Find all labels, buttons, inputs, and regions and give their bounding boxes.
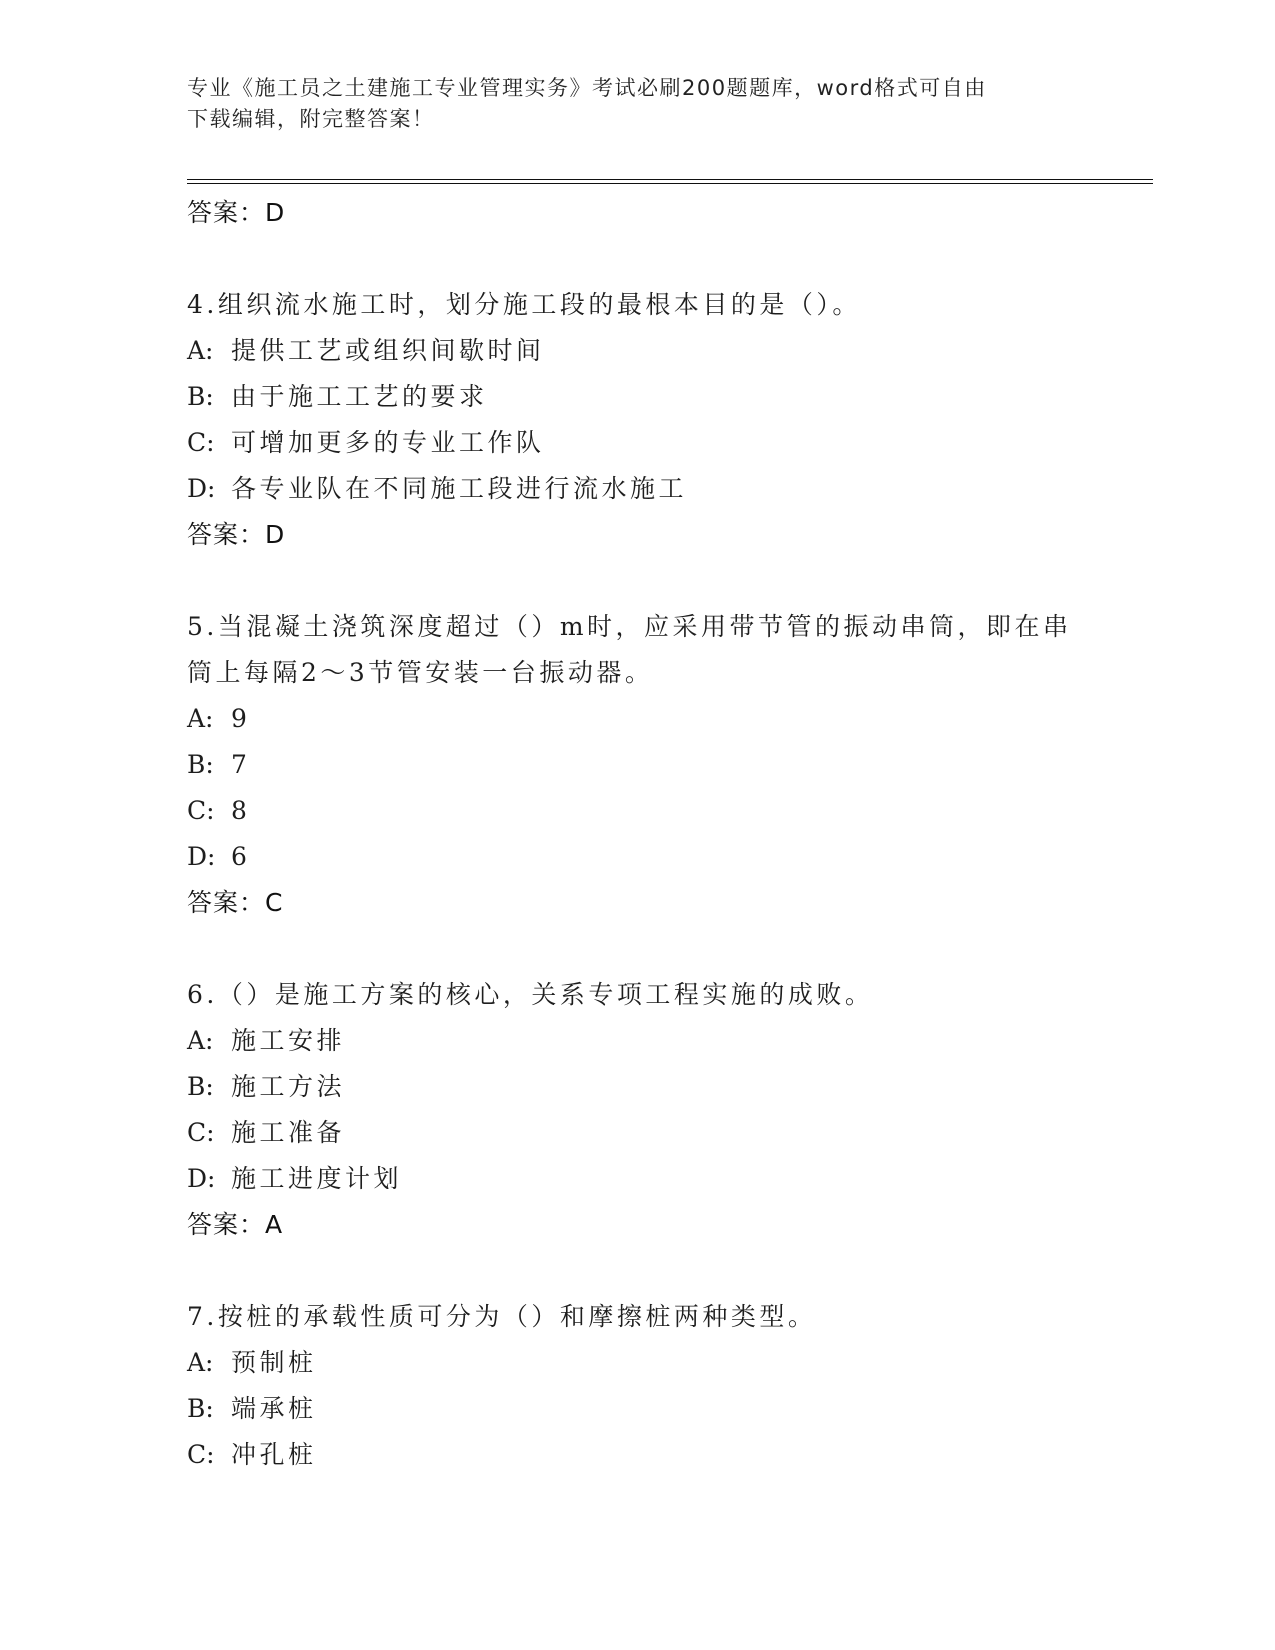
- option-text: 预制桩: [231, 1348, 317, 1377]
- option-b: [187, 742, 1087, 788]
- option-b: [187, 1064, 1087, 1110]
- option-c: [187, 1110, 1087, 1156]
- question-stem: 6.（）是施工方案的核心，关系专项工程实施的成败。: [187, 980, 874, 1009]
- header-rule-bottom: [187, 183, 1153, 184]
- header-line-1: 专业《施工员之土建施工专业管理实务》考试必刷200题题库，word格式可自由: [187, 76, 987, 100]
- option-key: B:: [187, 1072, 214, 1101]
- question-stem: 7.按桩的承载性质可分为（）和摩擦桩两种类型。: [187, 1302, 817, 1331]
- option-c: [187, 1432, 1087, 1478]
- question-7: [187, 1294, 1087, 1478]
- option-key: D:: [187, 842, 216, 871]
- option-d: [187, 1156, 1087, 1202]
- header-rule-top: [187, 179, 1153, 180]
- option-c: [187, 420, 1087, 466]
- option-key: A:: [187, 1348, 214, 1377]
- option-key: D:: [187, 1164, 216, 1193]
- option-b: [187, 374, 1087, 420]
- option-key: C:: [187, 1440, 215, 1469]
- option-key: C:: [187, 1118, 215, 1147]
- option-key: C:: [187, 428, 215, 457]
- question-6: [187, 972, 1087, 1248]
- question-5: [187, 604, 1087, 926]
- question-stem-line-1: 5.当混凝土浇筑深度超过（）m时，应采用带节管的振动串筒，即在串: [187, 612, 1072, 641]
- option-text: 各专业队在不同施工段进行流水施工: [231, 474, 688, 503]
- option-text: 提供工艺或组织间歇时间: [231, 336, 545, 365]
- header-line-2: 下载编辑，附完整答案！: [187, 107, 435, 131]
- answer-line: 答案：C: [187, 888, 284, 917]
- option-text: 可增加更多的专业工作队: [231, 428, 545, 457]
- option-text: 端承桩: [231, 1394, 317, 1423]
- option-text: 9: [231, 704, 251, 733]
- option-key: A:: [187, 1026, 214, 1055]
- answer-line: 答案：D: [187, 520, 286, 549]
- option-text: 由于施工工艺的要求: [231, 382, 488, 411]
- option-key: B:: [187, 1394, 214, 1423]
- option-text: 施工方法: [231, 1072, 346, 1101]
- option-a: [187, 696, 1087, 742]
- option-a: [187, 1018, 1087, 1064]
- answer-line: 答案：D: [187, 198, 286, 227]
- option-text: 7: [231, 750, 251, 779]
- option-b: [187, 1386, 1087, 1432]
- option-a: [187, 1340, 1087, 1386]
- option-text: 施工进度计划: [231, 1164, 403, 1193]
- option-key: A:: [187, 704, 214, 733]
- option-a: [187, 328, 1087, 374]
- option-c: [187, 788, 1087, 834]
- option-key: C:: [187, 796, 215, 825]
- option-text: 施工安排: [231, 1026, 346, 1055]
- option-text: 8: [231, 796, 251, 825]
- option-text: 6: [231, 842, 251, 871]
- document-body: [187, 190, 1087, 1478]
- document-header: [187, 73, 1067, 135]
- option-key: D:: [187, 474, 216, 503]
- option-key: A:: [187, 336, 214, 365]
- answer-line: 答案：A: [187, 1210, 284, 1239]
- question-4: [187, 282, 1087, 558]
- question-stem-line-2: 筒上每隔2～3节管安装一台振动器。: [187, 658, 654, 687]
- option-d: [187, 466, 1087, 512]
- option-key: B:: [187, 750, 214, 779]
- option-text: 冲孔桩: [231, 1440, 317, 1469]
- option-text: 施工准备: [231, 1118, 346, 1147]
- option-key: B:: [187, 382, 214, 411]
- question-stem: 4.组织流水施工时，划分施工段的最根本目的是（）。: [187, 290, 861, 319]
- option-d: [187, 834, 1087, 880]
